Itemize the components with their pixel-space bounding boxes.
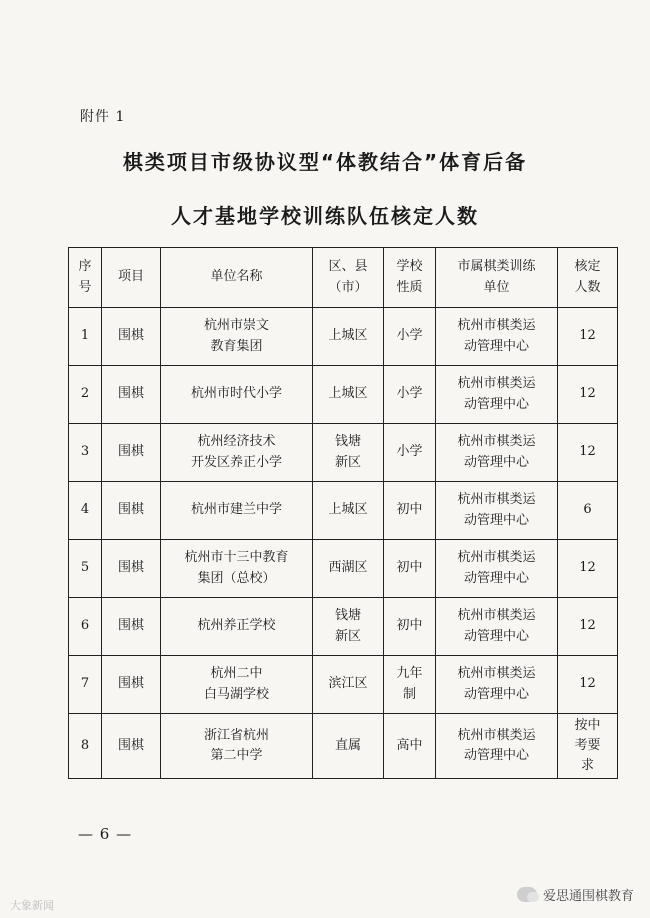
cell-project: 围棋	[102, 366, 161, 424]
cell-training-unit: 杭州市棋类运 动管理中心	[436, 366, 558, 424]
table-row	[69, 482, 618, 540]
cell-district: 钱塘 新区	[313, 598, 384, 656]
cell-approved-count: 6	[558, 482, 618, 540]
header-district: 区、县 （市）	[313, 248, 384, 308]
cell-project: 围棋	[102, 656, 161, 714]
approved-count-table	[68, 247, 618, 779]
cell-project: 围棋	[102, 308, 161, 366]
header-school-nature: 学校 性质	[384, 248, 436, 308]
cell-project: 围棋	[102, 598, 161, 656]
cell-approved-count: 12	[558, 308, 618, 366]
table-row	[69, 424, 618, 482]
cell-district: 钱塘 新区	[313, 424, 384, 482]
cell-approved-count: 12	[558, 656, 618, 714]
table-row	[69, 714, 618, 779]
table-header-row	[69, 248, 618, 308]
cell-training-unit: 杭州市棋类运 动管理中心	[436, 656, 558, 714]
cell-district: 滨江区	[313, 656, 384, 714]
cell-approved-count: 12	[558, 424, 618, 482]
cell-project: 围棋	[102, 482, 161, 540]
watermark-left: 大象新闻	[10, 899, 54, 912]
table-row	[69, 308, 618, 366]
header-project: 项目	[102, 248, 161, 308]
cell-seq: 5	[69, 540, 102, 598]
cell-seq: 4	[69, 482, 102, 540]
cell-unit-name: 杭州经济技术 开发区养正小学	[161, 424, 313, 482]
cell-unit-name: 杭州市时代小学	[161, 366, 313, 424]
cell-school-nature: 初中	[384, 598, 436, 656]
cell-school-nature: 初中	[384, 540, 436, 598]
cell-unit-name: 杭州市崇文 教育集团	[161, 308, 313, 366]
cell-approved-count: 按中 考要 求	[558, 714, 618, 779]
table-row	[69, 540, 618, 598]
cell-seq: 1	[69, 308, 102, 366]
cell-unit-name: 浙江省杭州 第二中学	[161, 714, 313, 779]
cell-seq: 8	[69, 714, 102, 779]
cell-training-unit: 杭州市棋类运 动管理中心	[436, 308, 558, 366]
page-number: — 6 —	[78, 825, 133, 843]
cell-seq: 2	[69, 366, 102, 424]
cell-unit-name: 杭州二中 白马湖学校	[161, 656, 313, 714]
cell-unit-name: 杭州市建兰中学	[161, 482, 313, 540]
cell-school-nature: 初中	[384, 482, 436, 540]
cell-district: 直属	[313, 714, 384, 779]
cell-unit-name: 杭州养正学校	[161, 598, 313, 656]
cell-school-nature: 高中	[384, 714, 436, 779]
document-title-line-2: 人才基地学校训练队伍核定人数	[171, 204, 479, 228]
cell-project: 围棋	[102, 424, 161, 482]
cell-training-unit: 杭州市棋类运 动管理中心	[436, 424, 558, 482]
header-seq: 序 号	[69, 248, 102, 308]
cell-approved-count: 12	[558, 540, 618, 598]
attachment-label: 附件 1	[80, 109, 126, 125]
cell-school-nature: 小学	[384, 366, 436, 424]
watermark-right	[517, 885, 634, 904]
table-row	[69, 366, 618, 424]
cell-unit-name: 杭州市十三中教育 集团（总校）	[161, 540, 313, 598]
cell-district: 上城区	[313, 482, 384, 540]
cell-school-nature: 小学	[384, 308, 436, 366]
header-training-unit: 市属棋类训练 单位	[436, 248, 558, 308]
cell-seq: 6	[69, 598, 102, 656]
cell-approved-count: 12	[558, 598, 618, 656]
cell-school-nature: 小学	[384, 424, 436, 482]
cell-approved-count: 12	[558, 366, 618, 424]
wechat-icon	[517, 887, 537, 902]
table-row	[69, 656, 618, 714]
document-title-line-1: 棋类项目市级协议型“体教结合”体育后备	[122, 150, 528, 174]
table-row	[69, 598, 618, 656]
cell-project: 围棋	[102, 540, 161, 598]
cell-seq: 3	[69, 424, 102, 482]
cell-seq: 7	[69, 656, 102, 714]
cell-training-unit: 杭州市棋类运 动管理中心	[436, 482, 558, 540]
cell-district: 上城区	[313, 366, 384, 424]
cell-training-unit: 杭州市棋类运 动管理中心	[436, 714, 558, 779]
header-approved-count: 核定 人数	[558, 248, 618, 308]
cell-training-unit: 杭州市棋类运 动管理中心	[436, 540, 558, 598]
watermark-right-text: 爱思通围棋教育	[542, 889, 634, 904]
header-unit-name: 单位名称	[161, 248, 313, 308]
cell-district: 上城区	[313, 308, 384, 366]
cell-school-nature: 九年 制	[384, 656, 436, 714]
cell-project: 围棋	[102, 714, 161, 779]
cell-district: 西湖区	[313, 540, 384, 598]
cell-training-unit: 杭州市棋类运 动管理中心	[436, 598, 558, 656]
